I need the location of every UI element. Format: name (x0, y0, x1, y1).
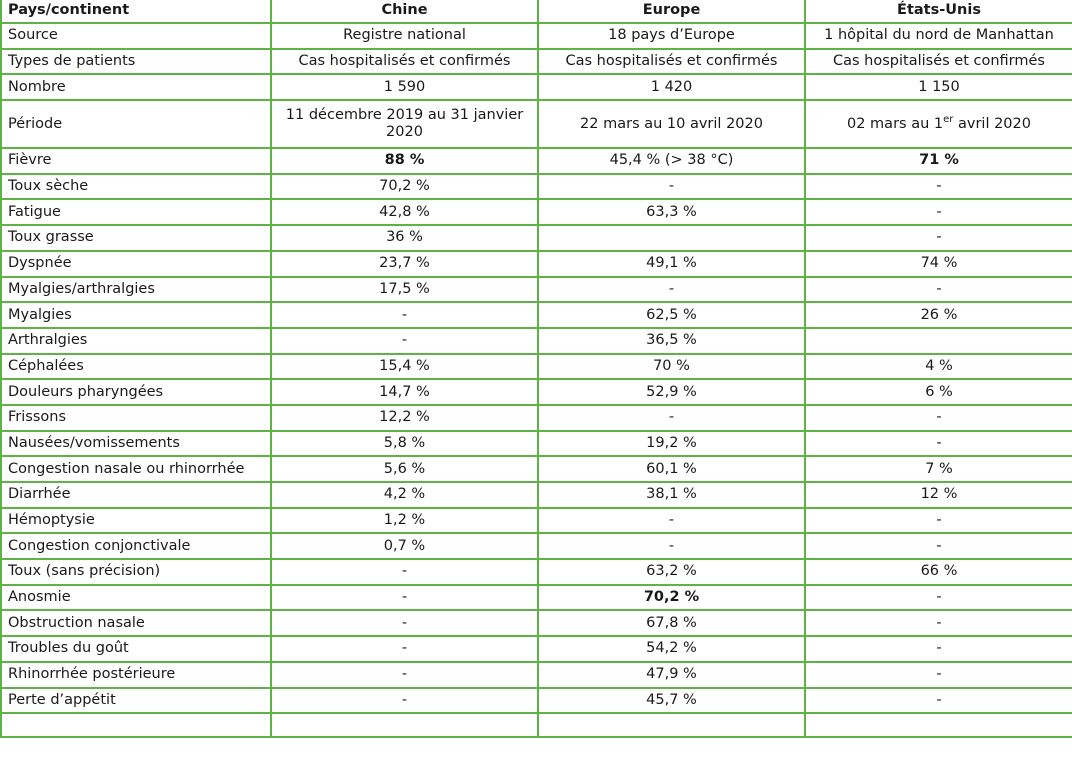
table-row (1, 508, 1072, 534)
cell-value: 1,2 % (383, 512, 426, 529)
table-cell (271, 431, 538, 457)
cell-value: 45,7 % (646, 691, 697, 708)
row-label: Dyspnée (1, 251, 271, 277)
table-cell (805, 713, 1072, 737)
cell-value: 1 420 (650, 78, 693, 95)
table-row (1, 610, 1072, 636)
cell-value: - (401, 589, 408, 606)
row-label: Période (1, 100, 271, 148)
cell-value: 38,1 % (646, 486, 697, 503)
cell-value: 70,2 % (643, 589, 700, 606)
table-cell (805, 354, 1072, 380)
table-cell (271, 225, 538, 251)
table-row (1, 23, 1072, 49)
table-cell (805, 636, 1072, 662)
table-row (1, 302, 1072, 328)
table-cell (538, 456, 805, 482)
cell-value: 19,2 % (646, 434, 697, 451)
cell-value: - (936, 280, 942, 297)
cell-value: 42,8 % (379, 203, 430, 220)
cell-value: - (936, 537, 942, 554)
cell-value: 17,5 % (379, 280, 430, 297)
cell-value: 88 % (384, 152, 425, 169)
cell-value: 70,2 % (379, 178, 430, 195)
table-cell (805, 49, 1072, 75)
table-cell (538, 585, 805, 611)
cell-value: 71 % (919, 152, 959, 169)
row-label: Anosmie (1, 585, 271, 611)
table-row (1, 688, 1072, 714)
table-row (1, 585, 1072, 611)
table-cell (805, 456, 1072, 482)
table-row (1, 49, 1072, 75)
table-cell (538, 508, 805, 534)
table-row (1, 328, 1072, 354)
row-label: Frissons (1, 405, 271, 431)
row-label: Myalgies/arthralgies (1, 277, 271, 303)
cell-value: 52,9 % (646, 383, 697, 400)
table-cell (538, 277, 805, 303)
table-cell (805, 174, 1072, 200)
table-cell (271, 533, 538, 559)
table-row (1, 174, 1072, 200)
cell-value: - (401, 666, 408, 683)
cell-value: - (401, 640, 408, 657)
table-cell (271, 559, 538, 585)
cell-value: - (936, 178, 942, 195)
cell-value: 60,1 % (646, 460, 697, 477)
cell-value: 62,5 % (646, 306, 697, 323)
cell-value: 22 mars au 10 avril 2020 (580, 115, 763, 132)
table-cell (538, 688, 805, 714)
cell-value: 67,8 % (646, 614, 697, 631)
table-cell (538, 225, 805, 251)
table-cell (805, 559, 1072, 585)
header-cell-country: Pays/continent (1, 0, 271, 23)
row-label: Toux (sans précision) (1, 559, 271, 585)
cell-value: - (936, 614, 942, 631)
table-cell (538, 328, 805, 354)
table-cell (271, 585, 538, 611)
table-cell (271, 251, 538, 277)
table-cell (805, 199, 1072, 225)
table-cell (805, 148, 1072, 174)
table-cell (271, 508, 538, 534)
cell-value: Cas hospitalisés et confirmés (298, 53, 511, 70)
table-row (1, 662, 1072, 688)
cell-value: 70 % (653, 357, 690, 374)
table-row (1, 431, 1072, 457)
table-cell (271, 174, 538, 200)
table-cell (538, 636, 805, 662)
cell-value: 66 % (920, 563, 958, 580)
table-cell (805, 508, 1072, 534)
cell-value: - (401, 691, 408, 708)
cell-value: 5,8 % (383, 434, 426, 451)
cell-value: 49,1 % (646, 255, 697, 272)
row-label: Nombre (1, 74, 271, 100)
table-cell (538, 431, 805, 457)
table-cell (271, 456, 538, 482)
cell-value: 63,3 % (646, 203, 697, 220)
header-cell-europe: Europe (538, 0, 805, 23)
table-cell (271, 328, 538, 354)
table-cell (538, 610, 805, 636)
row-label: Toux grasse (1, 225, 271, 251)
table-cell (805, 251, 1072, 277)
row-label: Types de patients (1, 49, 271, 75)
table-cell (805, 585, 1072, 611)
cell-value: - (936, 434, 942, 451)
table-row (1, 559, 1072, 585)
table-cell (805, 533, 1072, 559)
row-label: Rhinorrhée postérieure (1, 662, 271, 688)
table-row (1, 636, 1072, 662)
cell-value: 11 décembre 2019 au 31 janvier 2020 (285, 107, 524, 141)
table-cell (538, 251, 805, 277)
cell-value: - (401, 306, 408, 323)
cell-value: 54,2 % (646, 640, 697, 657)
table-cell (271, 74, 538, 100)
table-cell (805, 482, 1072, 508)
row-label: Congestion conjonctivale (1, 533, 271, 559)
cell-value: 4 % (925, 357, 953, 374)
table-cell (805, 379, 1072, 405)
row-label: Myalgies (1, 302, 271, 328)
table-row (1, 251, 1072, 277)
cell-value: - (668, 178, 675, 195)
header-cell-usa: États-Unis (805, 0, 1072, 23)
table-cell (538, 174, 805, 200)
table-row (1, 148, 1072, 174)
table-cell (271, 302, 538, 328)
table-cell (538, 405, 805, 431)
row-label: Nausées/vomissements (1, 431, 271, 457)
cell-value: - (936, 691, 942, 708)
cell-value: - (936, 640, 942, 657)
table-row (1, 533, 1072, 559)
table-cell (271, 636, 538, 662)
table-cell (805, 277, 1072, 303)
table-body (1, 0, 1072, 737)
table-cell (538, 199, 805, 225)
cell-value: 15,4 % (379, 357, 430, 374)
table-cell (805, 225, 1072, 251)
table-row (1, 405, 1072, 431)
row-label: Congestion nasale ou rhinorrhée (1, 456, 271, 482)
table-cell (271, 713, 538, 737)
cell-value: 5,6 % (383, 460, 426, 477)
row-label: Troubles du goût (1, 636, 271, 662)
cell-value: 7 % (925, 460, 953, 477)
cell-value: - (936, 512, 942, 529)
table-cell (805, 431, 1072, 457)
row-label: Fatigue (1, 199, 271, 225)
cell-value: 23,7 % (379, 255, 430, 272)
cell-value: Cas hospitalisés et confirmés (565, 53, 778, 70)
table-cell (538, 533, 805, 559)
table-cell (271, 100, 538, 148)
cell-value: - (668, 280, 675, 297)
cell-value: 1 590 (383, 78, 426, 95)
table-row (1, 379, 1072, 405)
table-cell (271, 405, 538, 431)
table-cell (271, 610, 538, 636)
cell-value: 12,2 % (379, 409, 430, 426)
table-cell (271, 379, 538, 405)
cell-value: 63,2 % (646, 563, 697, 580)
table-row (1, 199, 1072, 225)
table-cell (538, 148, 805, 174)
cell-value: 6 % (925, 383, 953, 400)
row-label: Obstruction nasale (1, 610, 271, 636)
table-cell (538, 482, 805, 508)
cell-value: 4,2 % (383, 486, 426, 503)
row-label: Douleurs pharyngées (1, 379, 271, 405)
table-cell (538, 49, 805, 75)
table-cell (538, 74, 805, 100)
cell-value: Registre national (343, 27, 466, 44)
table-cell (538, 662, 805, 688)
cell-value: - (936, 589, 942, 606)
table-row (1, 354, 1072, 380)
cell-value: 36,5 % (646, 332, 697, 349)
table-cell (538, 713, 805, 737)
cell-value: - (401, 614, 408, 631)
cell-value: 74 % (920, 255, 958, 272)
cell-value: 36 % (386, 229, 423, 246)
header-row (1, 0, 1072, 23)
table-cell (271, 662, 538, 688)
table-cell (271, 23, 538, 49)
row-label: Source (1, 23, 271, 49)
table-row (1, 74, 1072, 100)
cell-value: - (401, 332, 408, 349)
table-cell (538, 302, 805, 328)
table-cell (538, 379, 805, 405)
table-cell (805, 405, 1072, 431)
table-cell (1, 713, 271, 737)
table-row (1, 225, 1072, 251)
cell-value: Cas hospitalisés et confirmés (833, 53, 1045, 70)
row-label: Arthralgies (1, 328, 271, 354)
cell-value: 1 150 (918, 78, 960, 95)
table-cell (271, 49, 538, 75)
table-row (1, 277, 1072, 303)
table-cell (805, 688, 1072, 714)
table-cell (271, 148, 538, 174)
cell-value: 18 pays d’Europe (608, 27, 735, 44)
cell-value: 47,9 % (646, 666, 697, 683)
cell-value: - (401, 563, 408, 580)
table-cell (538, 100, 805, 148)
table-cell (271, 482, 538, 508)
header-cell-china: Chine (271, 0, 538, 23)
table-cell (271, 277, 538, 303)
cell-value: - (936, 203, 942, 220)
table-cell (538, 559, 805, 585)
cell-value: - (936, 229, 942, 246)
table-cell (805, 23, 1072, 49)
table-cell (805, 662, 1072, 688)
cell-value: 14,7 % (379, 383, 430, 400)
table-row-cut-off (1, 713, 1072, 737)
table-row (1, 482, 1072, 508)
table-cell (805, 610, 1072, 636)
table-cell (271, 354, 538, 380)
row-label: Céphalées (1, 354, 271, 380)
cell-value: 26 % (920, 306, 958, 323)
cell-value: 0,7 % (383, 537, 426, 554)
cell-value: - (668, 537, 675, 554)
row-label: Diarrhée (1, 482, 271, 508)
table-row (1, 100, 1072, 148)
cell-value: - (936, 409, 942, 426)
row-label: Perte d’appétit (1, 688, 271, 714)
cell-value: 12 % (920, 486, 958, 503)
cell-value: 02 mars au 1er avril 2020 (847, 113, 1031, 132)
cell-value: - (668, 409, 675, 426)
table-cell (805, 302, 1072, 328)
table-cell (538, 354, 805, 380)
table-row (1, 456, 1072, 482)
table-cell (805, 328, 1072, 354)
table-cell (271, 688, 538, 714)
cell-value: - (668, 512, 675, 529)
row-label: Hémoptysie (1, 508, 271, 534)
cell-value: 1 hôpital du nord de Manhattan (824, 27, 1054, 44)
cell-value: 45,4 % (> 38 °C) (609, 152, 734, 169)
row-label: Toux sèche (1, 174, 271, 200)
table-cell (805, 74, 1072, 100)
cell-value: - (936, 666, 942, 683)
table-cell (271, 199, 538, 225)
table-cell (538, 23, 805, 49)
table-cell (805, 100, 1072, 148)
row-label: Fièvre (1, 148, 271, 174)
